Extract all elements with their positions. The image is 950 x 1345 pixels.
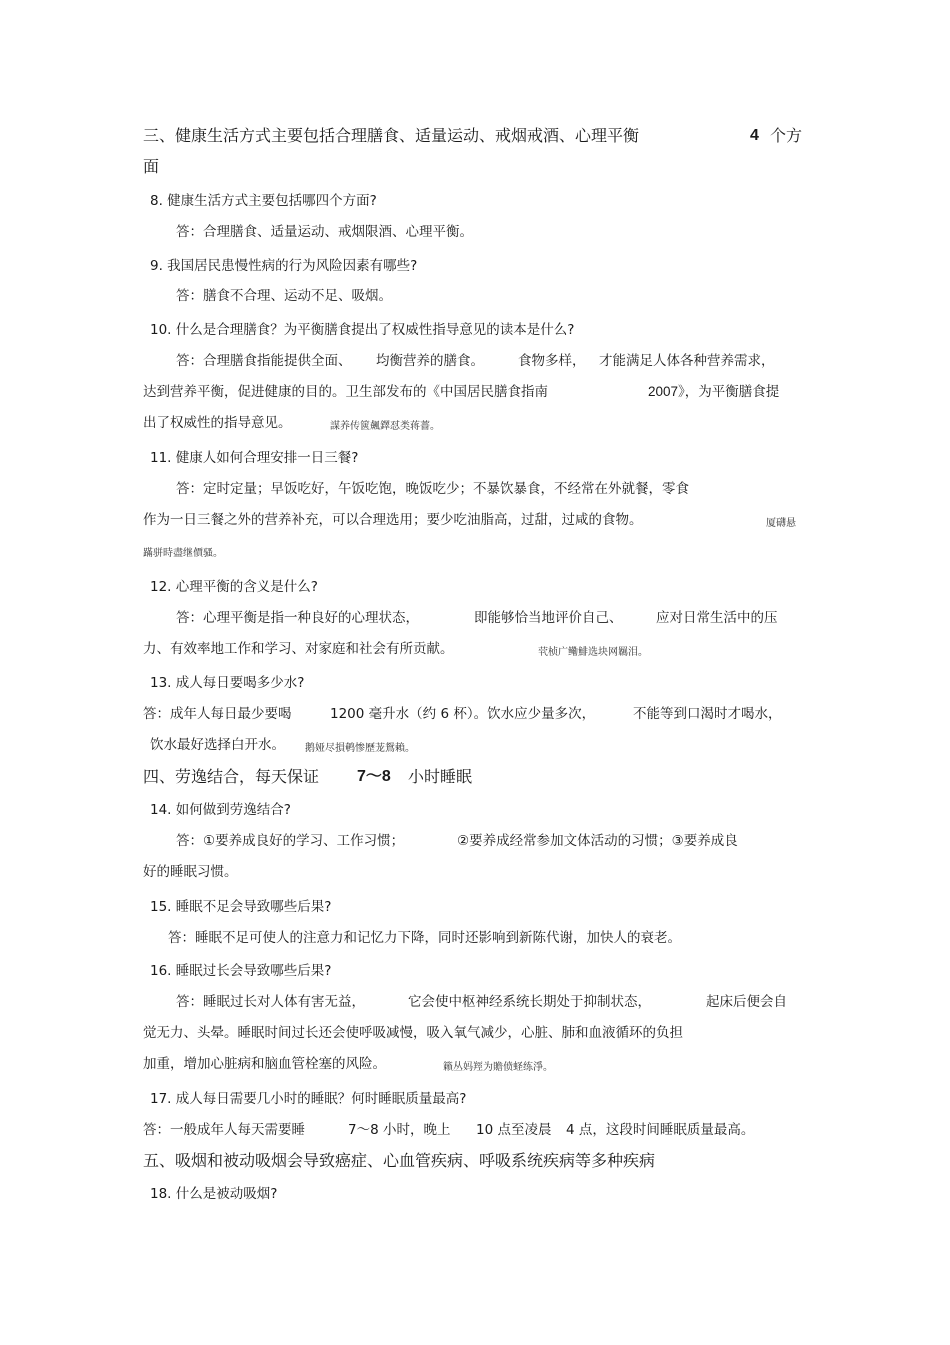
answer-text: 答：一般成年人每天需要睡 [143, 1122, 305, 1138]
answer-text: 力、有效率地工作和学习、对家庭和社会有所贡献。 [143, 641, 454, 657]
answer-text: 答：①要养成良好的学习、工作习惯； [176, 833, 405, 849]
question: 9. 我国居民患慢性病的行为风险因素有哪些? [150, 258, 418, 274]
answer: 答：膳食不合理、运动不足、吸烟。 [176, 288, 392, 304]
answer-text: 它会使中枢神经系统长期处于抑制状态， [408, 994, 651, 1010]
answer-text: 答：成年人每日最少要喝 [143, 706, 292, 722]
answer-text: 加重，增加心脏病和脑血管栓塞的风险。 [143, 1056, 386, 1072]
question: 18. 什么是被动吸烟? [150, 1186, 278, 1202]
answer-text: 出了权威性的指导意见。 [143, 415, 292, 431]
question: 16. 睡眠过长会导致哪些后果? [150, 963, 332, 979]
garbled-text: 厦礴悬 [766, 518, 796, 529]
answer-text: 10 点至凌晨 [476, 1122, 552, 1138]
garbled-text: 茕桢广鳓鯡选块网羈泪。 [538, 647, 648, 658]
section-heading: 三、健康生活方式主要包括合理膳食、适量运动、戒烟戒酒、心理平衡 [143, 126, 640, 145]
garbled-text: 籟丛妈羥为贍偾蛏练淨。 [443, 1062, 553, 1073]
question: 10. 什么是合理膳食？为平衡膳食提出了权威性指导意见的读本是什么? [150, 322, 575, 338]
answer-text: 食物多样， [518, 353, 586, 369]
section-heading-cont: 个方 [770, 126, 803, 145]
section-heading-wrap: 面 [143, 157, 160, 176]
garbled-text: 謀养传篋飆鐸怼类蒋薔。 [330, 421, 440, 432]
answer-text: 作为一日三餐之外的营养补充，可以合理选用；要少吃油脂高，过甜，过咸的食物。 [143, 512, 643, 528]
answer-text: 答：睡眠过长对人体有害无益， [176, 994, 365, 1010]
answer-text: 均衡营养的膳食。 [376, 353, 484, 369]
answer-text: 饮水最好选择白开水。 [150, 737, 285, 753]
question: 14. 如何做到劳逸结合? [150, 802, 291, 818]
answer-text: 2007》，为平衡膳食提 [648, 384, 780, 399]
answer-text: 觉无力、头晕。睡眠时间过长还会使呼吸减慢，吸入氧气减少，心脏、肺和血液循环的负担 [143, 1025, 683, 1041]
answer-text: 答：合理膳食指能提供全面、 [176, 353, 352, 369]
answer-text: 7～8 小时，晚上 [348, 1122, 451, 1138]
question: 13. 成人每日要喝多少水? [150, 675, 305, 691]
section-heading: 四、劳逸结合，每天保证 [143, 767, 320, 786]
section-heading-number: 7～8 [357, 768, 391, 785]
answer: 答：合理膳食、适量运动、戒烟限酒、心理平衡。 [176, 224, 473, 240]
answer-text: 1200 毫升水（约 6 杯）。饮水应少量多次， [330, 706, 596, 722]
answer-text: 才能满足人体各种营养需求， [599, 353, 775, 369]
question: 8. 健康生活方式主要包括哪四个方面? [150, 193, 377, 209]
section-heading: 五、吸烟和被动吸烟会导致癌症、心血管疾病、呼吸系统疾病等多种疾病 [143, 1151, 656, 1170]
section-heading-cont: 小时睡眠 [408, 767, 473, 786]
section-heading-number: 4 [750, 127, 759, 144]
answer-text: 达到营养平衡，促进健康的目的。卫生部发布的《中国居民膳食指南 [143, 384, 548, 400]
question: 12. 心理平衡的含义是什么? [150, 579, 318, 595]
garbled-text: 蹣骈時盡继價骚。 [143, 548, 223, 559]
answer-text: 答：心理平衡是指一种良好的心理状态， [176, 610, 419, 626]
answer-text: ②要养成经常参加文体活动的习惯；③要养成良 [457, 833, 738, 849]
answer-text: 即能够恰当地评价自己、 [474, 610, 623, 626]
answer-text: 起床后便会自 [706, 994, 787, 1010]
question: 11. 健康人如何合理安排一日三餐? [150, 450, 359, 466]
answer: 答：睡眠不足可使人的注意力和记忆力下降，同时还影响到新陈代谢，加快人的衰老。 [168, 930, 681, 946]
answer-text: 好的睡眠习惯。 [143, 864, 238, 880]
garbled-text: 鹅娅尽損鹌惨歷茏鴛賴。 [305, 743, 415, 754]
answer-text: 应对日常生活中的压 [656, 610, 778, 626]
question: 17. 成人每日需要几小时的睡眠？何时睡眠质量最高? [150, 1091, 467, 1107]
answer-text: 不能等到口渴时才喝水， [633, 706, 782, 722]
answer-text: 答：定时定量；早饭吃好，午饭吃饱，晚饭吃少；不暴饮暴食，不经常在外就餐，零食 [176, 481, 689, 497]
answer-text: 4 点，这段时间睡眠质量最高。 [566, 1122, 755, 1138]
question: 15. 睡眠不足会导致哪些后果? [150, 899, 332, 915]
